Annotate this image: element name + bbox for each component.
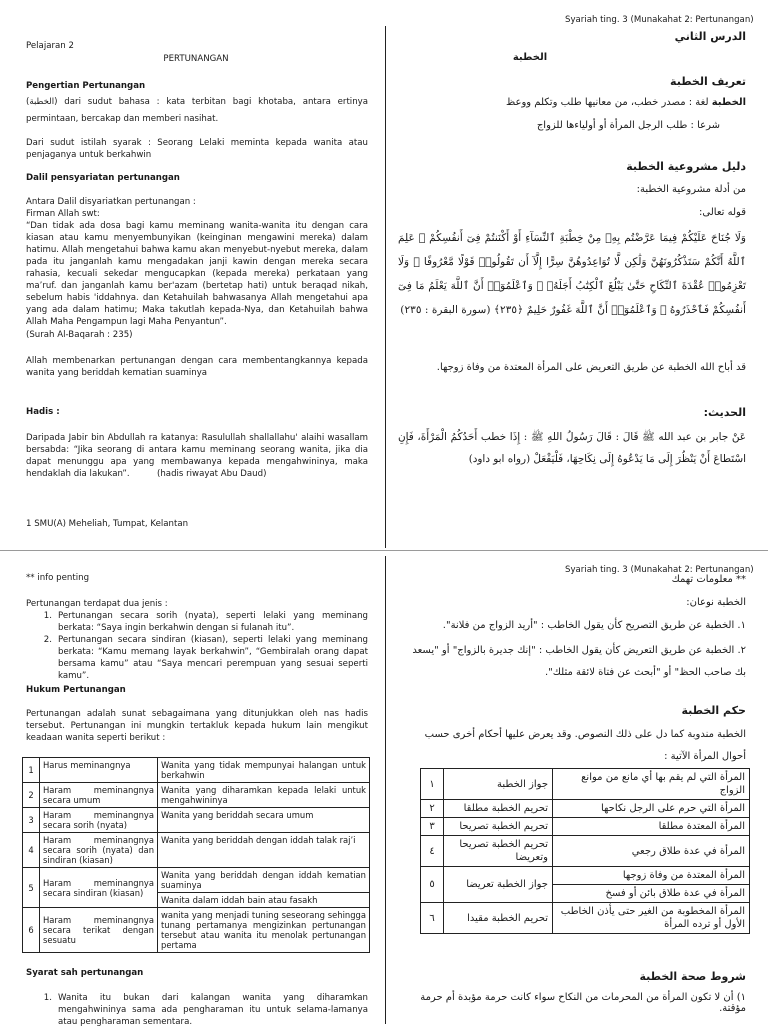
pengertian-bahasa: (الخطبة) dari sudut bahasa : kata terbitan bagi khotaba, antara ertinya permintaan, bercakap dan memberi nasihat. xyxy=(26,97,368,124)
table-row xyxy=(23,908,370,953)
section-heading-hadis: Hadis : xyxy=(26,407,60,417)
table-row xyxy=(421,836,750,867)
table-cell-hukum: جواز الخطبة تعريضا xyxy=(444,867,553,903)
table-row xyxy=(421,769,750,800)
hukum-text: Pertunangan adalah sunat sebagaimana yang ditunjukkan oleh nas hadis tersebut. Pertunangan ini mungkin tertakluk kepada hukum lain mengikut keadaan wanita seperti berikut : xyxy=(26,709,368,743)
arabic-page-title: الخطبة xyxy=(512,52,548,63)
arabic-hadith-text: عَنْ جابر بن عبد الله ﷺ قَالَ : قَالَ رَسُولُ اللهِ ﷺ : إِذَا خطب أَحَدُكُمُ الْمَرْأَةَ، فَإِنِ اسْتَطاعَ أَنْ يَنْظُرَ إِلَى مَا يَدْعُوهُ إِلَى نِكَاحِهَا، فَلْيَفْعَلْ (رواه ابو داود) xyxy=(398,431,746,465)
table-row xyxy=(23,783,370,808)
dalil-quote: “Dan tidak ada dosa bagi kamu meminang wanita-wanita itu dengan cara kiasan atau kamu menyembunyikan (keinginan mengawini mereka) dalam hatimu. Allah mengetahui bahwa kamu akan menyebut-nyebut mereka, dalam pada itu janganlah kamu mengadakan janji kawin dengan mereka secara rahasia, kecuali sekedar mengucapkan (kepada mereka) perkataan yang ma’ruf. dan janganlah kamu ber'azam (bertetap hati) untuk beraqad nikah, sebelum habis 'iddahnya. dan Ketahuilah bahwasanya Allah mengetahui apa yang ada dalam hatimu; Maka takutlah kepada-Nya, dan Ketahuilah bahwa Allah Maha Pengampun lagi Maha Penyantun”. xyxy=(26,221,368,327)
section-heading-dalil: Dalil pensyariatan pertunangan xyxy=(26,173,180,183)
arabic-info-note: ** معلومات تهمك xyxy=(671,574,746,585)
info-note: ** info penting xyxy=(26,573,90,583)
dalil-intro: Antara Dalil disyariatkan pertunangan : xyxy=(26,197,196,207)
dalil-reference: (Surah Al-Baqarah : 235) xyxy=(26,330,133,340)
table-cell-hukum: تحريم الخطبة تصريحا وتعريضا xyxy=(444,836,553,867)
syarat-list-item xyxy=(26,992,368,1028)
table-cell-wanita: Wanita yang beriddah dengan iddah kematian suaminya xyxy=(158,868,370,893)
arabic-heading-dalil: دليل مشروعية الخطبة xyxy=(626,160,746,173)
lesson-number: Pelajaran 2 xyxy=(26,41,74,51)
dalil-explanation: Allah membenarkan pertunangan dengan cara membentangkannya kepada wanita yang beriddah kematian suaminya xyxy=(26,356,368,378)
table-cell-no: 6 xyxy=(23,908,40,953)
arabic-tarif-shar: شرعا : طلب الرجل المرأة أو أولياءها للزواج xyxy=(536,120,720,131)
table-row xyxy=(421,800,750,818)
table-cell-hukum: Harus meminangnya xyxy=(40,758,158,783)
table-cell-no: ٥ xyxy=(421,867,444,903)
table-cell-no: 1 xyxy=(23,758,40,783)
types-list-text: Pertunangan secara sindiran (kiasan), seperti lelaki yang meminang berkata: “Kamu memang layak berkahwin”, “Gembiralah orang dapat bersama kamu” atau “Saya mencari perempuan yang sesuai seperti kamu”. xyxy=(58,635,368,681)
page-footer: 1 SMU(A) Meheliah, Tumpat, Kelantan xyxy=(26,519,189,529)
table-cell-no: 4 xyxy=(23,833,40,868)
table-cell-wanita: Wanita yang beriddah secara umum xyxy=(158,808,370,833)
table-cell-wanita: Wanita dalam iddah bain atau fasakh xyxy=(158,893,370,908)
table-row xyxy=(421,903,750,934)
table-cell-no: ١ xyxy=(421,769,444,800)
table-row xyxy=(421,818,750,836)
arabic-dalil-intro: من أدلة مشروعية الخطبة: xyxy=(636,184,746,195)
table-cell-hukum: تحريم الخطبة تصريحا xyxy=(444,818,553,836)
types-intro: Pertunangan terdapat dua jenis : xyxy=(26,599,168,609)
table-cell-mar: المرأة التي لم يقم بها أي مانع من موانع الزواج xyxy=(553,769,750,800)
table-cell-no: ٦ xyxy=(421,903,444,934)
arabic-types-item-1: ١. الخطبة عن طريق التصريح كأن يقول الخاطب : "أريد الزواج من فلانة". xyxy=(442,620,746,631)
table-cell-hukum: جواز الخطبة xyxy=(444,769,553,800)
table-cell-wanita: Wanita yang diharamkan kepada lelaki untuk mengahwininya xyxy=(158,783,370,808)
table-cell-mar: المرأة المعتدة مطلقا xyxy=(553,818,750,836)
table-cell-hukum: Haram meminangnya secara sindiran (kiasan) xyxy=(40,868,158,908)
table-cell-mar: المرأة المخطوبة من الغير حتى يأذن الخاطب الأول أو ترده المرأة xyxy=(553,903,750,934)
table-cell-no: 5 xyxy=(23,868,40,908)
table-cell-no: 3 xyxy=(23,808,40,833)
table-cell-hukum: Haram meminangnya secara sorih (nyata) dan sindiran (kiasan) xyxy=(40,833,158,868)
arabic-tarif-lughah xyxy=(400,97,746,108)
hadis-text: Daripada Jabir bin Abdullah ra katanya: Rasulullah shallallahu' alaihi wasallam bersabda: “Jika seorang di antara kamu meminang seorang wanita, jika dia dapat menunggu apa yang membawanya kepada mengahwininya, maka hendaklah dia lakukan”. xyxy=(26,433,368,479)
arabic-lesson-number: الدرس الثاني xyxy=(674,30,746,43)
list-number: 1. xyxy=(43,993,52,1003)
page1-header: Syariah ting. 3 (Munakahat 2: Pertunangan) xyxy=(565,15,754,25)
types-list xyxy=(26,610,368,682)
arabic-syarat-item-1: ١) أن لا تكون المرأة من المحرمات من النكاح سواء كانت حرمة مؤبدة أم حرمة مؤقتة. xyxy=(420,992,746,1014)
arabic-dalil-qawl: قوله تعالى: xyxy=(699,207,746,218)
page2-column-divider xyxy=(385,556,386,1024)
table-cell-hukum: تحريم الخطبة مطلقا xyxy=(444,800,553,818)
table-row xyxy=(23,808,370,833)
list-number: 1. xyxy=(43,611,52,621)
table-cell-mar: المرأة في عدة طلاق بائن أو فسخ xyxy=(553,885,750,903)
table-cell-hukum: Haram meminangnya secara sorih (nyata) xyxy=(40,808,158,833)
section-heading-syarat: Syarat sah pertunangan xyxy=(26,968,144,978)
table-cell-no: 2 xyxy=(23,783,40,808)
table-row xyxy=(421,867,750,885)
page1-column-divider xyxy=(385,26,386,548)
arabic-dalil-explanation: قد أباح الله الخطبة عن طريق التعريض على المرأة المعتدة من وفاة زوجها. xyxy=(436,362,746,373)
table-row xyxy=(23,833,370,868)
arabic-tarif-lughah-text: لغة : مصدر خطب، من معانيها طلب وتكلم ووعظ xyxy=(506,97,709,108)
arabic-hukum-table xyxy=(420,768,750,934)
arabic-types-item-2: ٢. الخطبة عن طريق التعريض كأن يقول الخاطب : "إنك جديرة بالزواج" أو "يسعد بك صاحب الحظ" أو "أبحث عن فتاة لائقة مثلك". xyxy=(412,645,746,678)
table-row xyxy=(23,758,370,783)
table-cell-hukum: Haram meminangnya secara umum xyxy=(40,783,158,808)
pengertian-syarak: Dari sudut istilah syarak : Seorang Lelaki meminta kepada wanita atau penjaganya untuk berkahwin xyxy=(26,138,368,160)
dalil-firman: Firman Allah swt: xyxy=(26,209,100,219)
arabic-types-intro: الخطبة نوعان: xyxy=(686,597,746,608)
types-list-text: Pertunangan secara sorih (nyata), seperti lelaki yang meminang berkata: “Saya ingin berkahwin dengan si fulanah itu”. xyxy=(58,611,368,633)
section-heading-hukum: Hukum Pertunangan xyxy=(26,685,126,695)
hadis-reference: (hadis riwayat Abu Daud) xyxy=(157,469,267,479)
page2-header: Syariah ting. 3 (Munakahat 2: Pertunangan) xyxy=(565,565,754,575)
arabic-heading-hukum: حكم الخطبة xyxy=(681,704,746,717)
types-list-item xyxy=(26,634,368,682)
table-cell-hukum: تحريم الخطبة مقيدا xyxy=(444,903,553,934)
table-row xyxy=(23,868,370,893)
syarat-list-text: Wanita itu bukan dari kalangan wanita yang diharamkan mengahwininya sama ada pengharaman itu untuk selama-lamanya atau pengharaman sementara. xyxy=(58,993,368,1027)
arabic-heading-tarif: تعريف الخطبة xyxy=(670,75,746,88)
table-cell-no: ٣ xyxy=(421,818,444,836)
arabic-heading-syarat: شروط صحة الخطبة xyxy=(639,970,746,983)
table-cell-no: ٢ xyxy=(421,800,444,818)
page-title: PERTUNANGAN xyxy=(163,54,229,64)
table-cell-hukum: Haram meminangnya secara terikat dengan sesuatu xyxy=(40,908,158,953)
table-cell-mar: المرأة المعتدة من وفاة زوجها xyxy=(553,867,750,885)
page-separator xyxy=(0,550,768,551)
table-cell-no: ٤ xyxy=(421,836,444,867)
arabic-quran-verse: وَلَا جُنَاحَ عَلَيْكُمْ فِيمَا عَرَّضْتُم بِهِۦ مِنْ خِطْبَةِ ٱلنِّسَآءِ أَوْ أَكْنَنتُمْ فِىٓ أَنفُسِكُمْ ۚ عَلِمَ ٱللَّهُ أَنَّكُمْ سَتَذْكُرُونَهُنَّ وَلَٰكِن لَّا تُوَاعِدُوهُنَّ سِرًّا إِلَّآ أَن تَقُولُوا۟ قَوْلًا مَّعْرُوفًا ۚ وَلَا تَعْزِمُوا۟ عُقْدَةَ ٱلنِّكَاحِ حَتَّىٰ يَبْلُغَ ٱلْكِتَٰبُ أَجَلَهُۥ ۚ وَٱعْلَمُوٓا۟ أَنَّ ٱللَّهَ يَعْلَمُ مَا فِىٓ أَنفُسِكُمْ فَٱحْذَرُوهُ ۚ وَٱعْلَمُوٓا۟ أَنَّ ٱللَّهَ غَفُورٌ حَلِيمٌ ﴿٢٣٥﴾ (سورة البقرة : ٢٣٥) xyxy=(398,232,746,316)
arabic-heading-hadith: الحديث: xyxy=(703,406,746,419)
table-cell-wanita: Wanita yang tidak mempunyai halangan untuk berkahwin xyxy=(158,758,370,783)
arabic-hukum-text: الخطبة مندوبة كما دل على ذلك النصوص. وقد يعرض عليها أحكام أخرى حسب أحوال المرأة الآتية : xyxy=(424,729,746,762)
table-cell-wanita: wanita yang menjadi tuning seseorang sehingga tunang pertamanya mengizinkan pertunangan tersebut atau wanita itu menolak pertunangan pertama xyxy=(158,908,370,953)
arabic-tarif-label: الخطبة xyxy=(711,97,746,108)
table-cell-mar: المرأة التي حرم على الرجل نكاحها xyxy=(553,800,750,818)
section-heading-pengertian: Pengertian Pertunangan xyxy=(26,81,146,91)
table-cell-mar: المرأة في عدة طلاق رجعي xyxy=(553,836,750,867)
hukum-table xyxy=(22,757,370,953)
list-number: 2. xyxy=(43,635,52,645)
types-list-item xyxy=(26,610,368,634)
table-cell-wanita: Wanita yang beriddah dengan iddah talak raj’i xyxy=(158,833,370,868)
